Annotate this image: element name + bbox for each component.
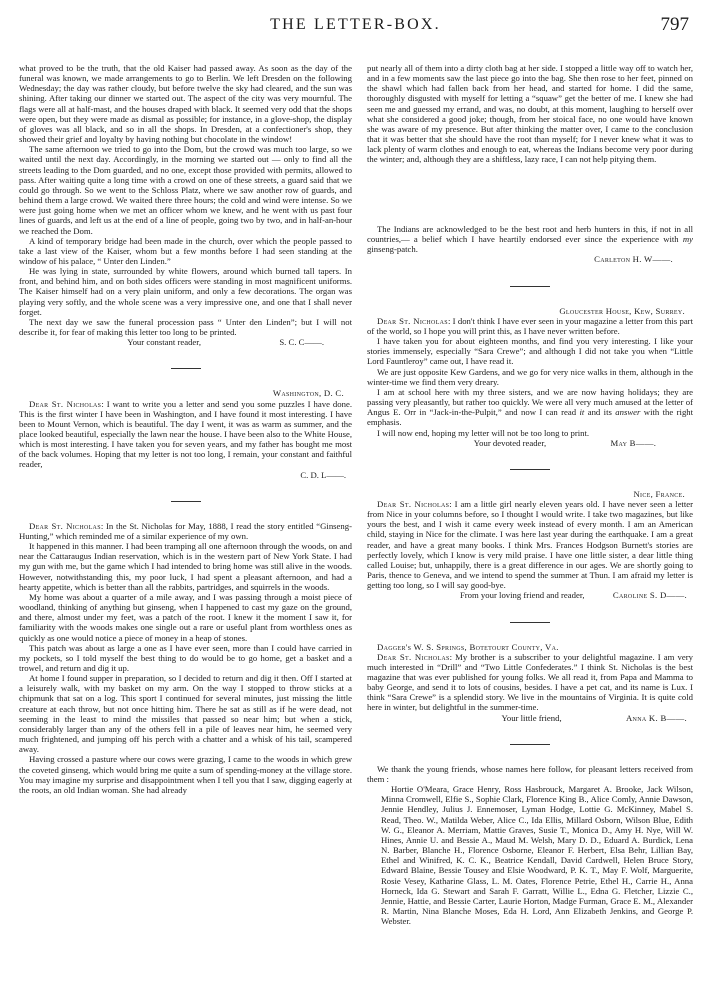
signature: C. D. L——. bbox=[300, 469, 346, 480]
signature: S. C. C——. bbox=[279, 337, 324, 348]
letter-paragraph: Dear St. Nicholas: I am a little girl nearly eleven years old. I have never seen a letter from Nice in your columns before, so I thought I would write. I take two magazines, but like yours the best, and I wish it came every week instead of every month. I am an American child, staying in Nice for the climate. I was here last year during the earthquake. I am a great reader, and have a great many books. I think Mrs. Frances Hodgson Burnett's stories are perfectly lovely, which I know is very mild praise. I have one little sister, a dear little thing called Louise; but, unhappily, there is a great difference in our ages. We are shortly going to Paris, thence to Geneva, and we intend to spend the summer at Thun. I am afraid my letter is getting too long, so I will say good-bye. bbox=[367, 498, 693, 591]
page-number: 797 bbox=[660, 14, 689, 35]
letter-paragraph: We are just opposite Kew Gardens, and we go for very nice walks in them, although in the winter-time we find them very dreary. bbox=[367, 366, 693, 387]
salutation: Dear St. Nicholas bbox=[377, 498, 450, 509]
letter-paragraph: I am at school here with my three sisters, and we are now having holidays; they are passing very pleasantly, but rather too quickly. We were all very much amused at the letter of Angus E. Orr in “Jack-in-the-Pulpit,” and now I can read it and its answer with the right emphasis. bbox=[367, 386, 694, 428]
letter-paragraph: This patch was about as large a one as I have ever seen, more than I could have carried in my pockets, so I told myself the best thing to do would be to go home, get a basket and a trowel, and return and dig it up. bbox=[19, 642, 352, 673]
page-header bbox=[0, 14, 711, 48]
signature: May B——. bbox=[610, 437, 657, 448]
letter-paragraph: He was lying in state, surrounded by white flowers, around which burned tall tapers. In front, and behind him, and on both sides officers were standing in most magnificent uniforms. The Kaiser himself had on a very plain uniform, and only a few decorations. The organ was playing very softly, and the whole scene was a very impressive one, and one that I shall never forget. bbox=[19, 266, 352, 317]
letter-ginseng-continued bbox=[367, 63, 693, 265]
letter-daggers bbox=[367, 642, 693, 723]
closing-text: Your constant reader, bbox=[127, 337, 201, 348]
letter-kew bbox=[367, 306, 693, 448]
salutation: Dear St. Nicholas bbox=[377, 315, 448, 326]
letter-divider bbox=[510, 744, 550, 745]
letter-paragraph: Dear St. Nicholas: My brother is a subscriber to your delightful magazine. I am very much interested in “Drill” and “Two Little Confederates.” I think St. Nicholas is the best magazine that was ever published for young folks. We all read it, from Papa and Mamma to baby George, and send it to lots of cousins, besides. I have a pet cat, and its name is Lux. I think “Sara Crewe” is a splendid story. We live in the mountains of Virginia. It is quite cold here in winter, but delightful in the summer-time. bbox=[367, 651, 693, 713]
letter-washington bbox=[19, 388, 352, 479]
letter-paragraph: Dear St. Nicholas: I don't think I have ever seen in your magazine a letter from this part of the world, so I hope you will print this, as I have never written before. bbox=[367, 315, 693, 336]
letter-paragraph: Having crossed a pasture where our cows were grazing, I came to the woods in which grew the coveted ginseng, which would bring me quite a sum of spending-money at the village store. You may imagine my surprise and disappointment when I tell you that I saw, digging eagerly at the roots, an old Indian woman. She had already bbox=[19, 754, 352, 795]
letter-nice bbox=[367, 489, 693, 601]
letter-divider bbox=[171, 368, 201, 369]
letter-paragraph bbox=[367, 63, 693, 224]
letter-location: Washington, D. C. bbox=[272, 388, 344, 399]
letter-paragraph: It happened in this manner. I had been tramping all one afternoon through the woods, on and near the Cattaraugus Indian reservation, which is in the western part of New York State. I had my gun with me, but the game which I had intended to bring home was still alive in the woods. However, notwithstanding this, my poor luck, I had spent a pleasant afternoon, and had a hearty appetite, which is better than all the rabbits, partridges, and squirrels in the woods. bbox=[19, 541, 352, 592]
letter-paragraph: I have taken you for about eighteen months, and find you very interesting. I like your stories immensely, especially “Sara Crewe”; and although I did not take you when “Little Lord Fauntleroy” came out, I have read it. bbox=[367, 336, 693, 367]
thanks-names: Hortie O'Meara, Grace Henry, Ross Hasbrouck, Margaret A. Brooke, Jack Wilson, Minna Cromwell, Elfie S., Sophie Clark, Florence King B., Alice Comly, Annie Dawson, Jennie Hendley, Julius J. Ennemoser, Lyman Hodge, Lottie G. McKinney, Mabel S. Read, Theo. W., Matilda Weber, Alice C., Ida Ellis, Millard Osborn, Wilson Blue, Edith W. G., Eleanor A. Merriam, Mattie Graves, Susie T., Monica D., Amy H. Nye, Will W. Hines, Annie U. and Bessie A., Maud M. Welsh, Mary D. D., Eduard A. Burdick, Lena N. Barber, Blanche H., Florence Osborne, Eleanor F. Herbert, Elsa Behr, Lillian Bay, Ethel and Winifred, K. C. K., Beatrice Kendall, David Cardwell, Helen Bruce Story, Edward Blaine, Bessie Tousey and Elsie Woodward, P. K. T., May F. Wolf, Marguerite, Rosie Vesey, Katharine Glass, L. M. Oates, Florence Petrie, Ethel H., Carrie H., Anna Horneck, Ida G. Stewart and Sarah F. Garratt, Willie L., Edna G. Fletcher, Lizzie C., Jennie, Hattie, and Bessie Carter, Laurie Horton, Madge Furman, Grace E. M., Alexander R. Martin, Nina Blanche Moses, Eda H. Lord, Ann Elizabeth Jenkins, and George P. Webster. bbox=[381, 784, 693, 927]
letter-location: Dagger's W. S. Springs, Botetourt County, Va. bbox=[377, 641, 559, 652]
signature: Caroline S. D——. bbox=[612, 590, 687, 601]
letter-divider bbox=[510, 469, 550, 470]
continued-text: put nearly all of them into a dirty cloth bag at her side. I stopped a little way off to watch her, and in a few moments saw the last piece go into the bag. She then rose to her feet, pinned on the shawl which had fallen back from her head, and started for home. I did the same, thoroughly disgusted with myself for letting a “squaw” get the better of me. I knew she had seen me and guessed my errand, and was, no doubt, at this moment, laughing to herself over what she considered a good joke; though, from her stoical face, no one would have known she was aware of my presence. But after thinking the matter over, I came to the conclusion that it was better that she should have the root than myself; for I never knew what it was to lack plenty of warm clothes and enough to eat, whereas the Indians become very poor during the winter; and, although they are a shiftless, lazy race, I can not help pitying them. bbox=[367, 63, 693, 165]
letter-ginseng bbox=[19, 521, 352, 795]
letter-location: Nice, France. bbox=[633, 488, 685, 499]
letter-signoff bbox=[367, 590, 693, 600]
closing-text: Your devoted reader, bbox=[473, 437, 547, 448]
letter-divider bbox=[510, 622, 550, 623]
closing-text: Your little friend, bbox=[501, 712, 562, 723]
letter-divider bbox=[510, 286, 550, 287]
letter-paragraph: The same afternoon we tried to go into the Dom, but the crowd was much too large, so we waited until the next day. Accordingly, in the morning we started out — only to find all the streets leading to the Dom guarded, and no one, except those provided with permits, allowed to pass. After waiting quite a long time with a crowd on one of these streets, a guard said that we could go through. So we went to the Schloss Platz, where we saw another row of guards, and behind them a large crowd. We waited there three hours; the cold and wind were intense. So we were just going home when we met an officer whom we knew, and he went with us past four lines of guards, and left us at the end of a line of people, going two by two, and in half-an-hour we reached the Dom. bbox=[19, 144, 352, 236]
closing-text: From your loving friend and reader, bbox=[459, 590, 585, 601]
letter-paragraph: A kind of temporary bridge had been made in the church, over which the people passed to take a last view of the Kaiser, whom but a few months before I had seen standing at the window of his palace, “ Unter den Linden.” bbox=[19, 235, 352, 266]
letter-paragraph: I will now end, hoping my letter will not be too long to print. bbox=[377, 427, 590, 438]
letter-paragraph: Dear St. Nicholas: In the St. Nicholas for May, 1888, I read the story entitled “Ginseng-Hunting,” which reminded me of a similar experience of my own. bbox=[19, 520, 352, 541]
letter-paragraph: The next day we saw the funeral procession pass “ Unter den Linden”; but I will not describe it, for fear of making this letter too long to be printed. bbox=[19, 316, 352, 338]
salutation: Dear St. Nicholas bbox=[29, 398, 102, 409]
thanks-section bbox=[367, 764, 693, 927]
letter-berlin bbox=[19, 63, 352, 347]
letter-body: Dear St. Nicholas: I want to write you a letter and send you some puzzles I have done. This is the first winter I have been in Washington, and I have found it most interesting. I have been to Mount Vernon, which is beautiful. The day I went, it was as warm as summer, and the place looked beautiful, especially the lawn near the house. I have been also to the White House, which is most interesting. I have taken you for seven years, and my father has bought me most of the back volumes. Hoping that my letter is not too long, I remain, your constant and faithful reader, bbox=[19, 398, 352, 470]
letter-paragraph: The Indians are acknowledged to be the best root and herb hunters in this, if not in all countries,— a belief which I have heartily endorsed ever since the experience with my ginseng-patch. bbox=[367, 224, 693, 255]
signature: Carleton H. W——. bbox=[594, 254, 673, 265]
left-column bbox=[19, 63, 352, 795]
letter-location: Gloucester House, Kew, Surrey. bbox=[559, 305, 685, 316]
letter-divider bbox=[171, 501, 201, 502]
letter-signoff bbox=[19, 337, 352, 347]
letter-paragraph: what proved to be the truth, that the old Kaiser had passed away. As soon as the day of the funeral was known, we made arrangements to go to Berlin. We left Dresden on the following Wednesday; the day was rather cloudy, but before twelve the sky had cleared, and the sun was shining. After taking our dinner we started out. The aspect of the city was very mournful. The flags were all at half-mast, and the houses draped with black. It seemed very odd that the shops were open, but they were made as dismal as possible; for instance, in a glove-shop, the display of gloves was all black, and so in all the shops. In Dresden, at a confectioner's shop, they showed their grief and loyalty by having nothing but chocolate in the window! bbox=[19, 63, 352, 145]
letter-paragraph: At home I found supper in preparation, so I decided to return and dig it then. Off I started at a leisurely walk, with my basket on my arm. On the way I stopped to throw sticks at a chipmunk that sat on a log. This sport I continued for several minutes, just missing the little creature at each throw, but not once hitting him. There he sat as still as if he were dead, not seeming in the least to mind the missiles that passed so near him; but when a stick, considerably larger than any of the others fell in a pile of leaves near him, he seemed very much frightened, and jumping off his perch with a chatter and a whisk of his tail, scampered away. bbox=[19, 673, 352, 755]
right-column bbox=[367, 63, 693, 926]
running-title: THE LETTER-BOX. bbox=[270, 16, 441, 33]
salutation: Dear St. Nicholas bbox=[377, 651, 450, 662]
letter-paragraph: My home was about a quarter of a mile away, and I was passing through a moist piece of woodland, thinking of anything but ginseng, when I happened to cast my gaze on the ground, and there, almost under my feet, was a patch of the root. I knew it the moment I saw it, for familiarity with the woods makes one single out a rare or useful plant from worthless ones as quickly as one would notice a piece of money in a heap of stones. bbox=[19, 591, 352, 643]
thanks-intro: We thank the young friends, whose names here follow, for pleasant letters received from them : bbox=[367, 763, 693, 784]
letter-signoff bbox=[367, 713, 693, 723]
signature: Anna K. B——. bbox=[625, 712, 687, 723]
salutation: Dear St. Nicholas bbox=[29, 520, 101, 531]
letter-signoff bbox=[367, 438, 693, 448]
